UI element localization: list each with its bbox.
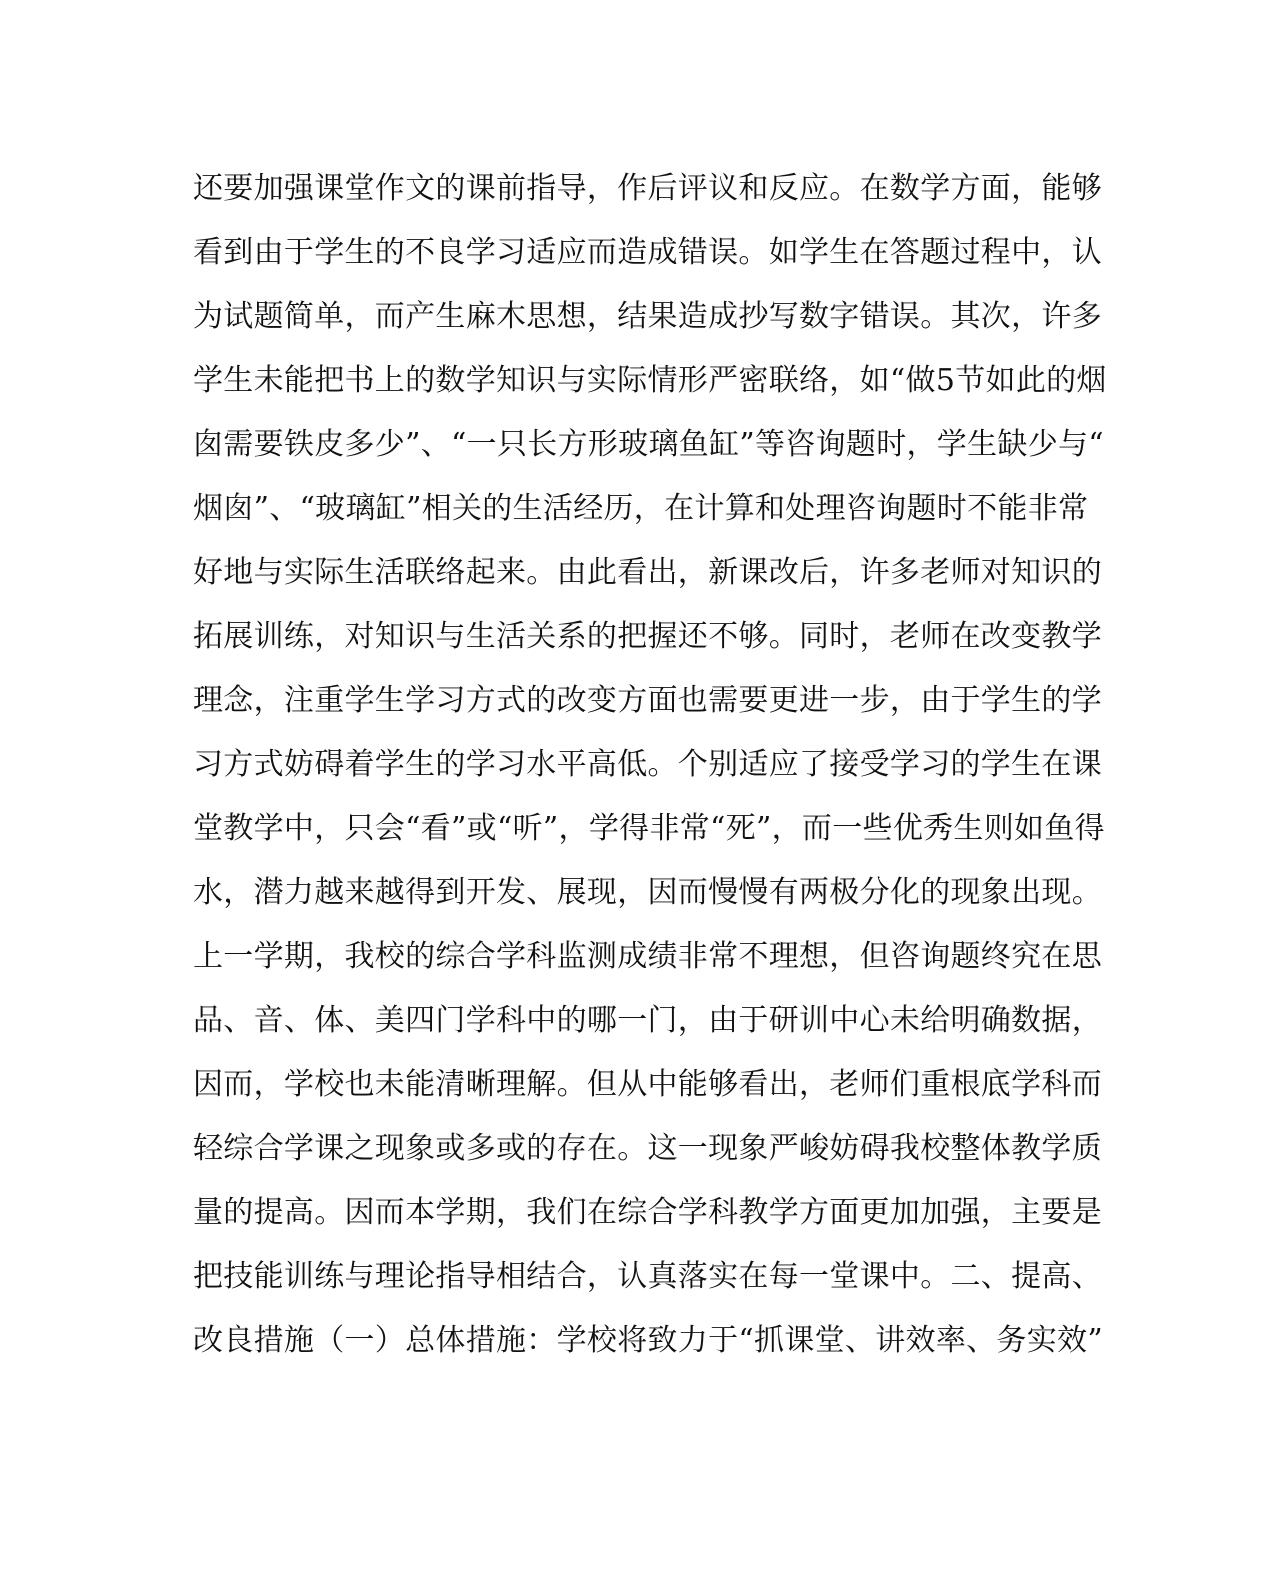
text-line: 看到由于学生的不良学习适应而造成错误。如学生在答题过程中，认 <box>193 235 1102 270</box>
body-text <box>193 162 1107 1378</box>
text-line: 上一学期，我校的综合学科监测成绩非常不理想，但咨询题终究在思 <box>193 939 1102 974</box>
text-line: 量的提高。因而本学期，我们在综合学科教学方面更加加强，主要是 <box>193 1195 1102 1230</box>
text-line: 还要加强课堂作文的课前指导，作后评议和反应。在数学方面，能够 <box>193 171 1102 206</box>
text-line: 好地与实际生活联络起来。由此看出，新课改后，许多老师对知识的 <box>193 555 1102 590</box>
text-line: 品、音、体、美四门学科中的哪一门，由于研训中心未给明确数据， <box>193 1003 1102 1038</box>
text-line: 学生未能把书上的数学知识与实际情形严密联络，如“做5节如此的烟 <box>193 363 1107 398</box>
text-line: 为试题简单，而产生麻木思想，结果造成抄写数字错误。其次，许多 <box>193 299 1102 334</box>
text-line: 烟囱”、“玻璃缸”相关的生活经历，在计算和处理咨询题时不能非常 <box>193 491 1089 526</box>
text-line: 堂教学中，只会“看”或“听”，学得非常“死”，而一些优秀生则如鱼得 <box>193 811 1105 846</box>
text-line: 轻综合学课之现象或多或的存在。这一现象严峻妨碍我校整体教学质 <box>193 1131 1102 1166</box>
text-line: 拓展训练，对知识与生活关系的把握还不够。同时，老师在改变教学 <box>193 619 1102 654</box>
text-line: 习方式妨碍着学生的学习水平高低。个别适应了接受学习的学生在课 <box>193 747 1102 782</box>
text-line: 水，潜力越来越得到开发、展现，因而慢慢有两极分化的现象出现。 <box>193 875 1102 910</box>
text-line: 改良措施（一）总体措施：学校将致力于“抓课堂、讲效率、务实效” <box>193 1323 1103 1358</box>
text-line: 理念，注重学生学习方式的改变方面也需要更进一步，由于学生的学 <box>193 683 1102 718</box>
text-line: 因而，学校也未能清晰理解。但从中能够看出，老师们重根底学科而 <box>193 1067 1102 1102</box>
text-line: 把技能训练与理论指导相结合，认真落实在每一堂课中。二、提高、 <box>193 1259 1102 1294</box>
text-line: 囱需要铁皮多少”、“一只长方形玻璃鱼缸”等咨询题时，学生缺少与“ <box>193 427 1104 462</box>
